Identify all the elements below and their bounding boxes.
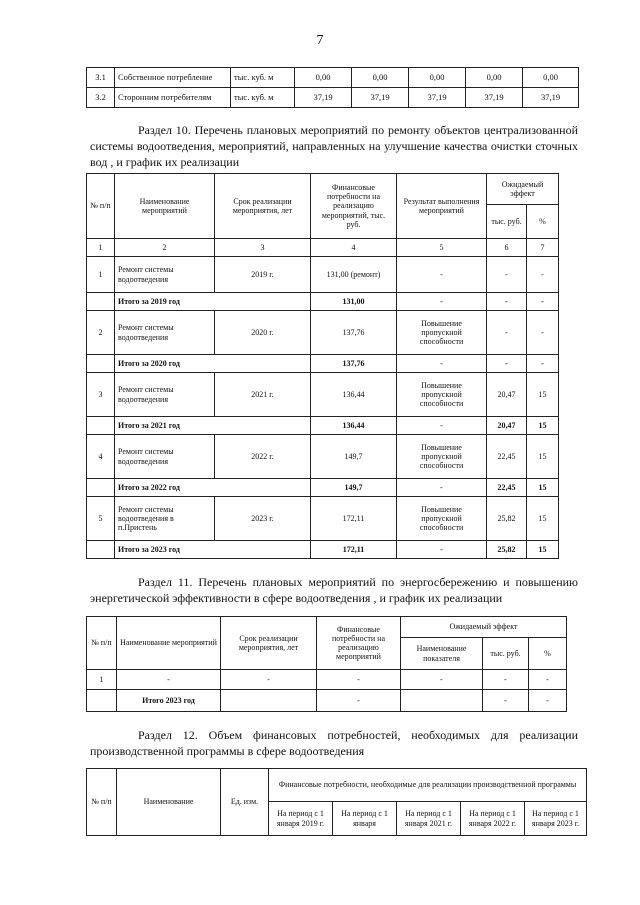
total-result: - <box>397 479 487 497</box>
row-name: Ремонт системы водоотведения <box>115 373 215 417</box>
header-period: На период с 1 января 2023 г. <box>525 802 587 836</box>
header-pct: % <box>529 638 567 670</box>
total-label: Итого за 2023 год <box>115 541 311 559</box>
column-numbers-row <box>87 239 559 257</box>
row-num: 1 <box>87 257 115 293</box>
header-term: Срок реализации мероприятия, лет <box>221 617 317 670</box>
row-finance: 137,76 <box>311 311 397 355</box>
total-pct: - <box>527 293 559 311</box>
section-10-title: Раздел 10. Перечень плановых мероприятий по ремонту объектов централизованной системы водоотведения, мероприятий, направленных на улучшение качества очистки сточных вод , и график их реализации <box>90 123 578 169</box>
row-pct: 15 <box>527 373 559 417</box>
row-term: 2019 г. <box>215 257 311 293</box>
header-finance: Финансовые потребности, необходимые для реализации производственной программы <box>269 769 587 802</box>
total-result: - <box>397 417 487 435</box>
col-number: 5 <box>397 239 487 257</box>
table-section-12 <box>86 768 587 836</box>
total-finance: 131,00 <box>311 293 397 311</box>
row-name: Ремонт системы водоотведения в п.Пристень <box>115 497 215 541</box>
header-effect: Ожидаемый эффект <box>401 617 567 638</box>
table-row <box>87 88 579 108</box>
header-name: Наименование мероприятий <box>117 617 221 670</box>
row-rub: - <box>487 311 527 355</box>
row-name: Собственное потребление <box>115 68 231 88</box>
total-rub: - <box>487 355 527 373</box>
header-period: На период с 1 января 2021 г. <box>397 802 461 836</box>
row-name: Сторонним потребителям <box>115 88 231 108</box>
total-label: Итого за 2020 год <box>115 355 311 373</box>
header-result: Результат выполнения мероприятий <box>397 174 487 239</box>
total-row <box>87 479 559 497</box>
table-row <box>87 373 559 417</box>
header-term: Срок реализации мероприятия, лет <box>215 174 311 239</box>
total-row <box>87 417 559 435</box>
section-11-title: Раздел 11. Перечень плановых мероприятий по энергосбережению и повышению энергетической эффективности в сфере водоотведения , и график их реализации <box>90 575 578 605</box>
header-num: № п/п <box>87 174 115 239</box>
header-finance: Финансовые потребности на реализацию мероприятий, тыс. руб. <box>311 174 397 239</box>
row-value: 37,19 <box>466 88 523 108</box>
header-period: На период с 1 января 2022 г. <box>461 802 525 836</box>
row-result: Повышение пропускной способности <box>397 435 487 479</box>
row-finance: 136,44 <box>311 373 397 417</box>
header-rub: тыс. руб. <box>483 638 529 670</box>
total-label: Итого за 2021 год <box>115 417 311 435</box>
total-pct: - <box>529 690 567 712</box>
header-unit: Ед. изм. <box>221 769 269 836</box>
table-row <box>87 435 559 479</box>
total-pct: 15 <box>527 541 559 559</box>
total-finance: 136,44 <box>311 417 397 435</box>
row-value: 37,19 <box>295 88 352 108</box>
row-rub: - <box>483 670 529 690</box>
row-num: 2 <box>87 311 115 355</box>
total-result: - <box>397 355 487 373</box>
col-number: 2 <box>115 239 215 257</box>
table-row <box>87 311 559 355</box>
row-num: 3.1 <box>87 68 115 88</box>
total-finance: 172,11 <box>311 541 397 559</box>
header-indicator: Наименование показателя <box>401 638 483 670</box>
row-rub: 20,47 <box>487 373 527 417</box>
row-result: Повышение пропускной способности <box>397 311 487 355</box>
row-value: 0,00 <box>295 68 352 88</box>
header-period: На период с 1 января <box>333 802 397 836</box>
total-pct: 15 <box>527 417 559 435</box>
row-num: 3.2 <box>87 88 115 108</box>
page-number: 7 <box>316 33 324 48</box>
row-name: Ремонт системы водоотведения <box>115 311 215 355</box>
row-pct: - <box>529 670 567 690</box>
row-num: 1 <box>87 670 117 690</box>
row-value: 0,00 <box>466 68 523 88</box>
total-label: Итого за 2022 год <box>115 479 311 497</box>
total-label: Итого 2023 год <box>117 690 221 712</box>
total-pct: - <box>527 355 559 373</box>
header-num: № п/п <box>87 769 117 836</box>
row-pct: - <box>527 311 559 355</box>
total-finance: - <box>317 690 401 712</box>
row-pct: 15 <box>527 497 559 541</box>
total-row <box>87 355 559 373</box>
col-number: 7 <box>527 239 559 257</box>
col-number: 4 <box>311 239 397 257</box>
col-number: 6 <box>487 239 527 257</box>
row-value: 37,19 <box>523 88 579 108</box>
row-result: - <box>397 257 487 293</box>
row-num: 3 <box>87 373 115 417</box>
row-finance: 149,7 <box>311 435 397 479</box>
row-num <box>87 690 117 712</box>
row-result: Повышение пропускной способности <box>397 497 487 541</box>
row-num: 5 <box>87 497 115 541</box>
header-name: Наименование мероприятий <box>115 174 215 239</box>
header-effect: Ожидаемый эффект <box>487 174 559 205</box>
row-term: 2023 г. <box>215 497 311 541</box>
row-rub: 22,45 <box>487 435 527 479</box>
row-term: 2022 г. <box>215 435 311 479</box>
total-rub: - <box>487 293 527 311</box>
table-row <box>87 497 559 541</box>
header-finance: Финансовые потребности на реализацию мероприятий <box>317 617 401 670</box>
row-pct: 15 <box>527 435 559 479</box>
row-result: Повышение пропускной способности <box>397 373 487 417</box>
row-term: - <box>221 670 317 690</box>
header-period: На период с 1 января 2019 г. <box>269 802 333 836</box>
total-result: - <box>397 541 487 559</box>
header-effect-pct: % <box>527 205 559 239</box>
total-row <box>87 293 559 311</box>
row-value: 37,19 <box>352 88 409 108</box>
row-indicator: - <box>401 670 483 690</box>
row-unit: тыс. куб. м <box>231 88 295 108</box>
table-volumes <box>86 67 579 108</box>
table-section-10 <box>86 173 559 559</box>
col-number: 3 <box>215 239 311 257</box>
total-label: Итого за 2019 год <box>115 293 311 311</box>
table-row <box>87 670 567 690</box>
row-name: Ремонт системы водоотведения <box>115 435 215 479</box>
header-effect-rub: тыс. руб. <box>487 205 527 239</box>
total-rub: 20,47 <box>487 417 527 435</box>
row-term: 2021 г. <box>215 373 311 417</box>
header-num: № п/п <box>87 617 117 670</box>
row-indicator <box>401 690 483 712</box>
total-row <box>87 690 567 712</box>
col-number: 1 <box>87 239 115 257</box>
row-pct: - <box>527 257 559 293</box>
row-rub: - <box>487 257 527 293</box>
total-finance: 149,7 <box>311 479 397 497</box>
total-result: - <box>397 293 487 311</box>
total-rub: 22,45 <box>487 479 527 497</box>
total-rub: 25,82 <box>487 541 527 559</box>
total-pct: 15 <box>527 479 559 497</box>
total-rub: - <box>483 690 529 712</box>
row-name: Ремонт системы водоотведения <box>115 257 215 293</box>
row-term <box>221 690 317 712</box>
row-num: 4 <box>87 435 115 479</box>
row-value: 0,00 <box>352 68 409 88</box>
table-row <box>87 257 559 293</box>
row-value: 0,00 <box>523 68 579 88</box>
row-name: - <box>117 670 221 690</box>
total-row <box>87 541 559 559</box>
row-finance: 131,00 (ремонт) <box>311 257 397 293</box>
total-finance: 137,76 <box>311 355 397 373</box>
row-unit: тыс. куб. м <box>231 68 295 88</box>
row-finance: 172,11 <box>311 497 397 541</box>
section-12-title: Раздел 12. Объем финансовых потребностей, необходимых для реализации производственной программы в сфере водоотведения <box>90 728 578 758</box>
row-value: 37,19 <box>409 88 466 108</box>
row-rub: 25,82 <box>487 497 527 541</box>
table-row <box>87 68 579 88</box>
header-name: Наименование <box>117 769 221 836</box>
row-value: 0,00 <box>409 68 466 88</box>
row-finance: - <box>317 670 401 690</box>
table-section-11 <box>86 616 567 712</box>
row-term: 2020 г. <box>215 311 311 355</box>
